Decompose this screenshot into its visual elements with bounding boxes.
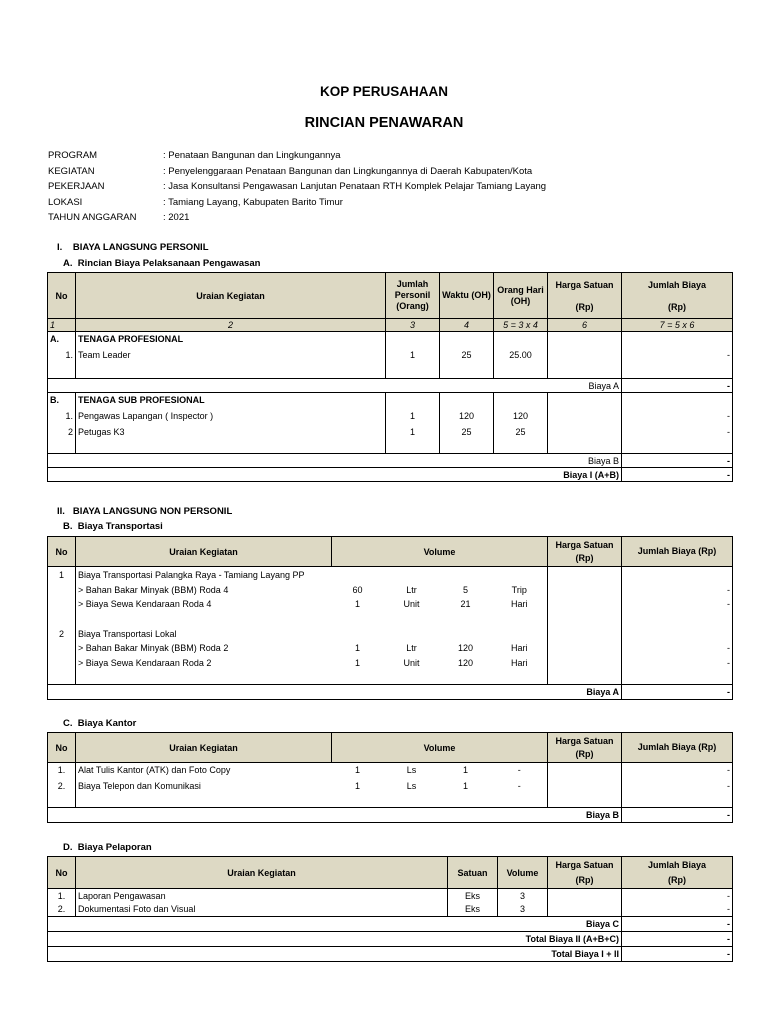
subtotal-label: Biaya A (48, 685, 622, 700)
row-uraian: > Bahan Bakar Minyak (BBM) Roda 2 (78, 643, 229, 653)
row-uraian: Biaya Transportasi Palangka Raya - Tamiang Layang PP (76, 567, 548, 583)
row-jumlah: - (622, 583, 733, 597)
group-name: TENAGA PROFESIONAL (76, 332, 386, 347)
subtotal-row (48, 917, 733, 932)
header-harga-satuan: Harga Satuan (Rp) (548, 733, 622, 763)
grand-total-value: - (622, 947, 733, 962)
col-number: 6 (548, 319, 622, 332)
row-uraian: Biaya Transportasi Lokal (76, 627, 548, 641)
group-code: B. (48, 393, 76, 408)
info-row-program (48, 150, 738, 166)
row-uraian: Team Leader (76, 347, 386, 363)
row-no: 2. (48, 903, 76, 917)
table-row (48, 889, 733, 903)
grand-total-label: Total Biaya I + II (48, 947, 622, 962)
subtotal-label: Biaya B (48, 454, 622, 468)
group-row (48, 393, 733, 408)
personil-table (47, 272, 733, 482)
info-value: : Tamiang Layang, Kabupaten Barito Timur (163, 196, 343, 208)
info-row-pekerjaan (48, 181, 738, 197)
row-no: 2. (48, 778, 76, 794)
info-value: : Penyelenggaraan Penataan Bangunan dan Lingkungannya di Daerah Kabupaten/Kota (163, 165, 533, 177)
info-row-lokasi (48, 197, 738, 213)
header-volume: Volume (332, 733, 548, 763)
row-no: 1. (48, 889, 76, 903)
table-row (48, 656, 733, 671)
header-orang-hari: Orang Hari (OH) (494, 273, 548, 319)
row-qty2: 120 (457, 643, 474, 653)
subtotal-label: Biaya C (48, 917, 622, 932)
info-label: LOKASI (48, 196, 83, 208)
subtotal-row (48, 685, 733, 700)
total-value: - (622, 468, 733, 482)
table-row (48, 641, 733, 656)
col-number: 1 (48, 319, 76, 332)
row-qty: 1 (354, 598, 360, 609)
row-jumlah: - (622, 641, 733, 656)
transport-table (47, 536, 733, 700)
header-uraian: Uraian Kegiatan (76, 733, 332, 763)
row-unit2: - (492, 763, 548, 778)
row-personil: 1 (386, 408, 440, 424)
row-uraian: > Biaya Sewa Kendaraan Roda 4 (78, 598, 212, 609)
row-unit2: Hari (492, 641, 548, 656)
row-unit: Ls (406, 780, 417, 791)
header-harga-unit: (Rp) (575, 874, 594, 885)
kop-perusahaan: KOP PERUSAHAAN (319, 84, 449, 99)
table-row (48, 763, 733, 778)
total-label: Biaya I (A+B) (48, 468, 622, 482)
row-uraian: Alat Tulis Kantor (ATK) dan Foto Copy (78, 765, 231, 776)
header-harga-satuan: Harga Satuan (Rp) (548, 537, 622, 567)
subtotal-row (48, 808, 733, 823)
col-number: 5 = 3 x 4 (494, 319, 548, 332)
row-orang-hari: 120 (494, 408, 548, 424)
row-uraian: Pengawas Lapangan ( Inspector ) (76, 408, 386, 424)
transport-subtitle: B. Biaya Transportasi (63, 521, 163, 532)
info-value: : Penataan Bangunan dan Lingkungannya (163, 150, 341, 161)
header-no: No (48, 273, 76, 319)
row-qty: 1 (354, 643, 360, 653)
row-satuan: Eks (448, 889, 498, 903)
row-unit2: Hari (492, 656, 548, 671)
row-uraian: Petugas K3 (76, 424, 386, 440)
header-harga-label: Harga Satuan (555, 859, 614, 870)
row-orang-hari: 25.00 (494, 347, 548, 363)
row-personil: 1 (386, 347, 440, 363)
row-unit: Ltr (406, 643, 417, 653)
row-qty2: 5 (462, 584, 468, 595)
row-qty: 1 (354, 765, 360, 776)
total-value: - (622, 932, 733, 947)
header-no: No (48, 537, 76, 567)
table-header (48, 733, 733, 763)
info-value: : 2021 (163, 212, 190, 223)
row-uraian: > Biaya Sewa Kendaraan Roda 2 (78, 658, 212, 668)
table-row (48, 597, 733, 611)
total-row (48, 932, 733, 947)
subtotal-value: - (622, 917, 733, 932)
row-uraian: Dokumentasi Foto dan Visual (76, 903, 448, 917)
row-jumlah: - (622, 408, 733, 424)
section2-title: II. BIAYA LANGSUNG NON PERSONIL (57, 506, 233, 517)
row-jumlah: - (622, 763, 733, 778)
subtotal-label: Biaya B (48, 808, 622, 823)
info-label: TAHUN ANGGARAN (48, 212, 137, 223)
row-qty: 1 (354, 780, 360, 791)
document-title: RINCIAN PENAWARAN (304, 115, 464, 131)
row-waktu: 25 (440, 347, 494, 363)
col-number: 2 (76, 319, 386, 332)
row-unit: Ltr (406, 584, 417, 595)
row-jumlah: - (622, 424, 733, 440)
subtotal-row (48, 379, 733, 393)
row-no: 2 (48, 627, 76, 641)
row-uraian: Biaya Telepon dan Komunikasi (78, 780, 201, 791)
info-label: PEKERJAAN (48, 181, 105, 192)
row-uraian: Laporan Pengawasan (76, 889, 448, 903)
header-jumlah-label: Jumlah Biaya (647, 859, 707, 870)
row-uraian: > Bahan Bakar Minyak (BBM) Roda 4 (78, 584, 229, 595)
row-personil: 1 (386, 424, 440, 440)
header-jumlah-label: Jumlah Biaya (647, 279, 707, 290)
subtotal-value: - (622, 685, 733, 700)
header-harga-unit: (Rp) (575, 301, 594, 312)
col-number: 3 (386, 319, 440, 332)
info-label: KEGIATAN (48, 165, 95, 177)
kantor-subtitle: C. Biaya Kantor (63, 718, 137, 729)
header-jumlah-biaya (622, 857, 733, 889)
column-number-row (48, 319, 733, 332)
col-number: 7 = 5 x 6 (622, 319, 733, 332)
table-row (48, 778, 733, 794)
info-row-kegiatan (48, 166, 738, 182)
total-row (48, 468, 733, 482)
pelaporan-table (47, 856, 733, 962)
group-row (48, 567, 733, 583)
table-header (48, 857, 733, 889)
row-no: 1. (48, 763, 76, 778)
kantor-table (47, 732, 733, 823)
header-harga-satuan (548, 273, 622, 319)
row-no: 1. (48, 408, 76, 424)
col-number: 4 (440, 319, 494, 332)
header-harga-satuan (548, 857, 622, 889)
section1-title: I. BIAYA LANGSUNG PERSONIL (57, 242, 209, 253)
row-jumlah: - (622, 597, 733, 611)
group-code: A. (48, 332, 76, 347)
table-row (48, 424, 733, 440)
info-value: : Jasa Konsultansi Pengawasan Lanjutan Penataan RTH Komplek Pelajar Tamiang Layang (163, 181, 547, 192)
header-jumlah-unit: (Rp) (668, 874, 686, 885)
row-unit2: Trip (492, 583, 548, 597)
row-qty: 1 (354, 658, 360, 668)
row-qty2: 21 (460, 598, 471, 609)
row-no: 1. (48, 347, 76, 363)
group-row (48, 627, 733, 641)
info-block (48, 150, 738, 228)
header-no: No (48, 733, 76, 763)
header-jumlah-biaya (622, 273, 733, 319)
row-waktu: 120 (440, 408, 494, 424)
row-qty: 60 (352, 584, 363, 595)
table-row (48, 583, 733, 597)
subtotal-value: - (622, 808, 733, 823)
subtotal-label: Biaya A (48, 379, 622, 393)
row-volume: 3 (498, 889, 548, 903)
table-row (48, 408, 733, 424)
row-qty2: 1 (462, 780, 468, 791)
header-jumlah-biaya: Jumlah Biaya (Rp) (622, 733, 733, 763)
row-jumlah: - (622, 347, 733, 363)
row-orang-hari: 25 (494, 424, 548, 440)
row-unit: Unit (403, 658, 420, 668)
total-label: Total Biaya II (A+B+C) (48, 932, 622, 947)
row-qty2: 120 (457, 658, 474, 668)
subtotal-value: - (622, 454, 733, 468)
row-unit: Unit (403, 598, 420, 609)
row-volume: 3 (498, 903, 548, 917)
header-uraian: Uraian Kegiatan (76, 537, 332, 567)
header-volume: Volume (332, 537, 548, 567)
row-jumlah: - (622, 656, 733, 671)
table-header (48, 537, 733, 567)
header-uraian: Uraian Kegiatan (76, 857, 448, 889)
info-label: PROGRAM (48, 150, 98, 161)
info-row-tahun (48, 212, 738, 228)
row-qty2: 1 (462, 765, 468, 776)
grand-total-row (48, 947, 733, 962)
row-unit2: Hari (492, 597, 548, 611)
header-jumlah-unit: (Rp) (668, 301, 686, 312)
header-satuan: Satuan (448, 857, 498, 889)
table-row (48, 347, 733, 363)
row-no: 2 (48, 424, 76, 440)
section1-subtitle: A. Rincian Biaya Pelaksanaan Pengawasan (63, 258, 261, 269)
row-unit2: - (492, 778, 548, 794)
subtotal-value: - (622, 379, 733, 393)
header-no: No (48, 857, 76, 889)
header-harga-label: Harga Satuan (555, 279, 614, 290)
subtotal-row (48, 454, 733, 468)
row-no: 1 (48, 567, 76, 583)
table-header (48, 273, 733, 319)
row-satuan: Eks (448, 903, 498, 917)
pelaporan-subtitle: D. Biaya Pelaporan (63, 842, 152, 853)
row-jumlah: - (622, 778, 733, 794)
header-waktu: Waktu (OH) (440, 273, 494, 319)
row-unit: Ls (406, 765, 417, 776)
group-name: TENAGA SUB PROFESIONAL (76, 393, 386, 408)
group-row (48, 332, 733, 347)
header-jumlah-personil: Jumlah Personil (Orang) (386, 273, 440, 319)
header-uraian: Uraian Kegiatan (76, 273, 386, 319)
row-waktu: 25 (440, 424, 494, 440)
row-jumlah: - (622, 903, 733, 917)
header-volume: Volume (498, 857, 548, 889)
header-jumlah-biaya: Jumlah Biaya (Rp) (622, 537, 733, 567)
row-jumlah: - (622, 889, 733, 903)
table-row (48, 903, 733, 917)
